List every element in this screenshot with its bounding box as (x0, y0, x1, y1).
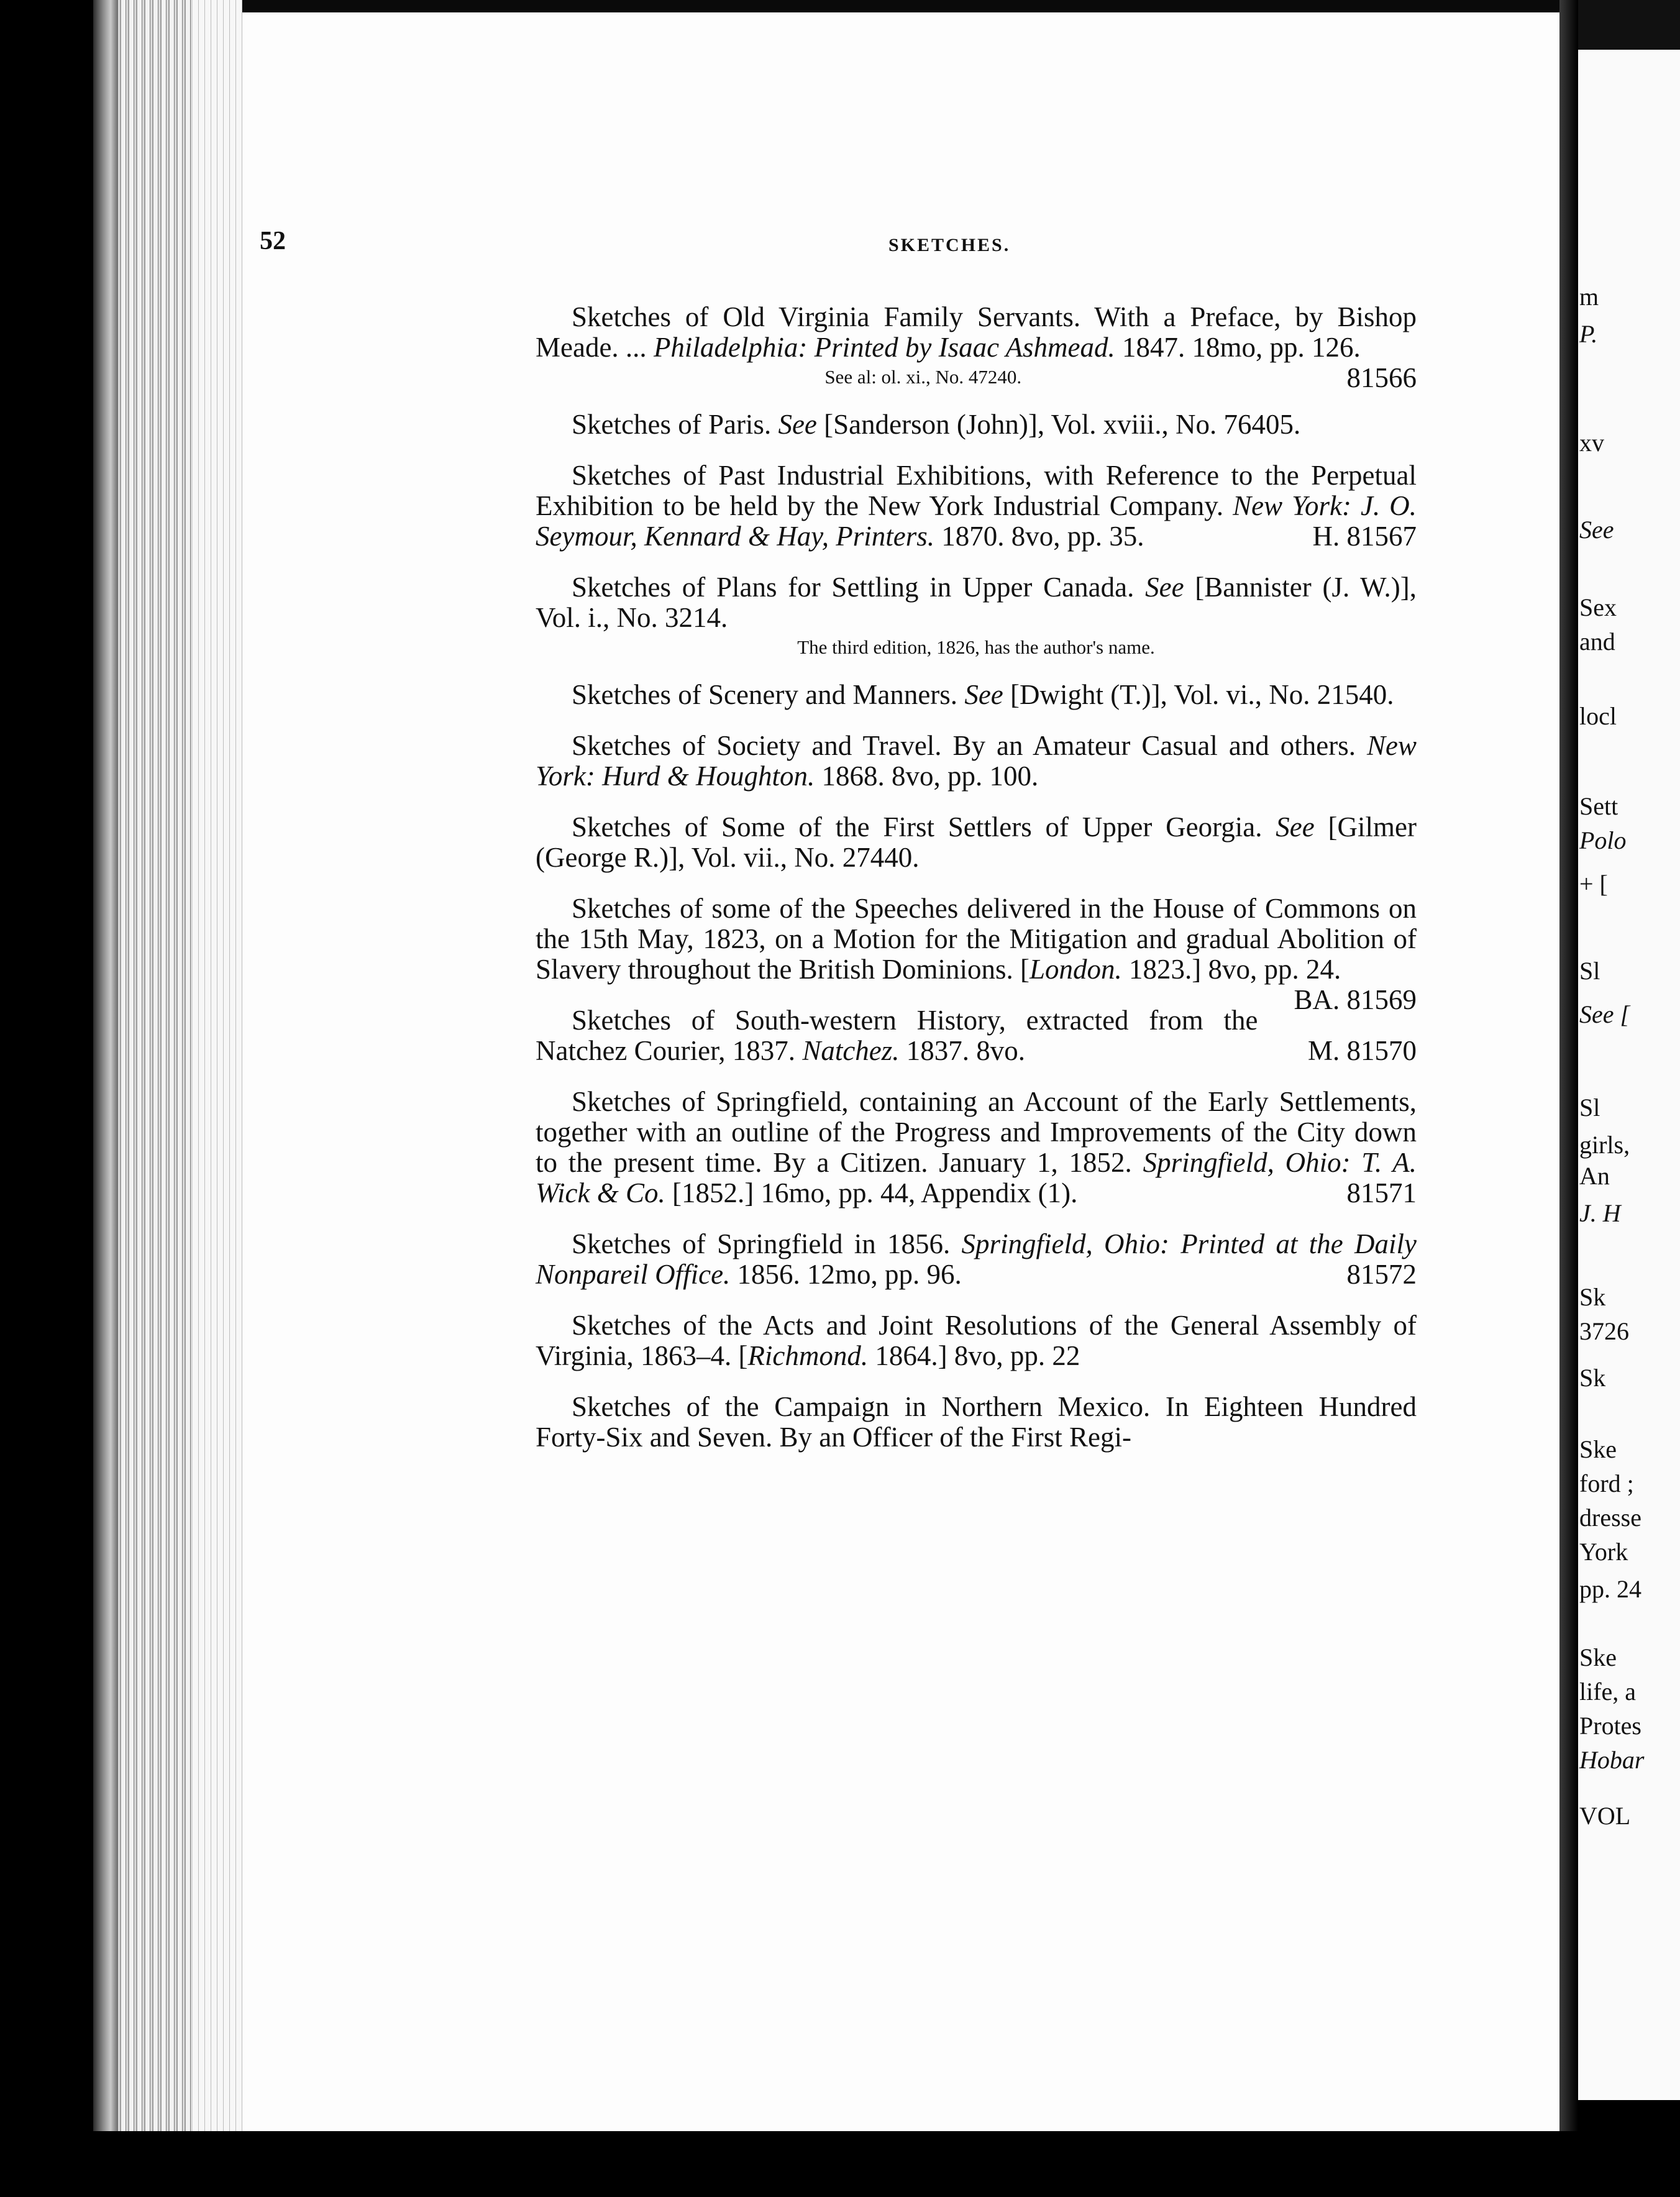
page-stack-edge (118, 0, 193, 2197)
right-page-fragment: Ske (1579, 1435, 1617, 1463)
running-head: SKETCHES. (888, 235, 1011, 255)
catalog-entry (536, 680, 1417, 710)
entry-imprint: London. (1029, 954, 1122, 985)
catalog-entry (536, 1310, 1417, 1371)
entry-tail: [Dwight (T.)], Vol. vi., No. 21540. (1003, 679, 1394, 710)
right-page-fragment: xv (1579, 429, 1604, 457)
catalog-entry (536, 1392, 1417, 1453)
entry-text: Sketches of Scenery and Manners. (572, 679, 965, 710)
catalog-entry (536, 572, 1417, 659)
entry-text (536, 572, 1417, 633)
right-page-fragment: girls, (1579, 1131, 1630, 1159)
entry-text: Sketches of Plans for Settling in Upper Canada. (572, 572, 1146, 603)
entry-number: M. 81570 (1307, 1035, 1417, 1066)
right-page-fragment: Hobar (1579, 1746, 1645, 1774)
entry-text (536, 893, 1417, 1015)
entry-see: See (1145, 572, 1184, 603)
entry-tail: [Sanderson (John)], Vol. xviii., No. 76405. (816, 409, 1301, 440)
entry-imprint: New York: Hurd & Houghton. (536, 730, 1417, 792)
catalog-entry (536, 893, 1417, 1015)
entry-see: See (964, 679, 1003, 710)
right-page-fragment: + [ (1579, 870, 1608, 898)
entry-text (536, 812, 1417, 873)
entry-tail: [1852.] 16mo, pp. 44, Appendix (1). (665, 1177, 1078, 1208)
entry-text: Sketches of South-western History, extracted from the Natchez Courier, 1837. (536, 1005, 1258, 1066)
right-page-fragment: 3726 (1579, 1317, 1629, 1345)
entry-text (536, 1229, 1417, 1290)
entry-tail: 1856. 12mo, pp. 96. (730, 1259, 962, 1290)
entry-see: See (778, 409, 817, 440)
entry-text (536, 1392, 1417, 1453)
entry-text: Sketches of Society and Travel. By an Amateur Casual and others. (572, 730, 1367, 761)
entry-imprint: Philadelphia: Printed by Isaac Ashmead. (653, 332, 1115, 363)
right-page-fragment: Polo (1579, 826, 1627, 854)
right-page-fragment: Sex (1579, 593, 1617, 621)
entry-text (536, 1310, 1417, 1371)
entry-text (536, 1087, 1417, 1208)
right-page-fragment: Sett (1579, 792, 1618, 820)
entry-number: 81566 (1346, 362, 1417, 393)
entry-note: See al: ol. xi., No. 47240. (824, 366, 1022, 388)
entry-text: Sketches of the Acts and Joint Resolutions of the General Assembly of Virginia, 1863–4. [ (536, 1310, 1417, 1371)
entry-tail: 1823.] 8vo, pp. 24. (1121, 954, 1341, 985)
right-page-fragment: Sk (1579, 1364, 1606, 1392)
book-bottom-shadow (93, 2131, 1597, 2197)
entry-imprint: Springfield, Ohio: T. A. Wick & Co. (536, 1147, 1417, 1208)
entry-imprint: Richmond. (747, 1340, 869, 1371)
catalog-entry (536, 1229, 1417, 1290)
catalog-entry (536, 460, 1417, 552)
entry-text: Sketches of the Campaign in Northern Mexico. In Eighteen Hundred Forty-Six and Seven. By an Officer of the First Regi- (536, 1391, 1417, 1453)
entry-text: Sketches of Paris. (572, 409, 778, 440)
right-page-fragment: Protes (1579, 1712, 1641, 1740)
right-page-fragment: Ske (1579, 1643, 1617, 1671)
right-page-fragment: P. (1579, 320, 1598, 348)
entry-tail: 1870. 8vo, pp. 35. (934, 521, 1144, 552)
page-stack-inner (193, 0, 242, 2197)
catalog-entry (536, 301, 1417, 393)
catalog-entry (536, 409, 1417, 440)
right-page-fragment: life, a (1579, 1678, 1637, 1706)
entry-tail: 1868. 8vo, pp. 100. (815, 760, 1039, 792)
entry-tail: [Gilmer (George R.)], Vol. vii., No. 27440. (536, 811, 1417, 873)
entry-text (536, 460, 1417, 552)
entry-tail: 1864.] 8vo, pp. 22 (868, 1340, 1080, 1371)
right-page-fragment: Sl (1579, 1094, 1600, 1121)
catalog-entry (536, 812, 1417, 873)
right-page-fragment: locl (1579, 702, 1617, 730)
entry-imprint: Natchez. (802, 1035, 900, 1066)
right-page-fragment: m (1579, 283, 1599, 311)
entry-text: Sketches of Springfield in 1856. (572, 1228, 962, 1259)
catalog-entry (536, 1087, 1417, 1208)
bibliography-column (536, 302, 1417, 1473)
entry-tail: [Bannister (J. W.)], Vol. i., No. 3214. (536, 572, 1417, 633)
right-page-fragment: pp. 24 (1579, 1575, 1641, 1603)
entry-number: BA. 81569 (1294, 984, 1417, 1015)
book-gutter (1559, 0, 1578, 2197)
entry-tail: 1837. 8vo. (899, 1035, 1026, 1066)
right-page-fragment: dresse (1579, 1504, 1641, 1532)
entry-text (536, 409, 1417, 440)
entry-note: The third edition, 1826, has the author's name. (797, 636, 1155, 658)
right-page-fragment: See [ (1579, 1000, 1630, 1028)
page-number: 52 (260, 227, 286, 255)
right-page-fragment: J. H (1579, 1199, 1621, 1227)
right-page-fragment: Sk (1579, 1283, 1606, 1311)
entry-text (536, 731, 1417, 792)
book-spine-edge (93, 0, 118, 2197)
entry-imprint: Springfield, Ohio: Printed at the Daily Nonpareil Office. (536, 1228, 1417, 1290)
entry-text: Sketches of some of the Speeches delivered in the House of Commons on the 15th May, 1823, on a Motion for the Mitigation and gradual Abolition of Slavery throughout the British Dominions. [ (536, 893, 1417, 985)
right-page-fragment: VOL (1579, 1802, 1631, 1830)
entry-text (536, 680, 1417, 710)
right-page-fragment: An (1579, 1162, 1610, 1190)
right-page-fragment: and (1579, 628, 1615, 655)
right-page-fragment: ford ; (1579, 1469, 1634, 1497)
entry-number: H. 81567 (1312, 521, 1417, 552)
entry-text: Sketches of Springfield, containing an Account of the Early Settlements, together with an outline of the Progress and Improvements of the City down to the present time. By a Citizen. January 1, 1852. (536, 1086, 1417, 1178)
right-page (1578, 50, 1680, 2100)
right-page-fragment: Sl (1579, 957, 1600, 985)
entry-see: See (1276, 811, 1315, 843)
entry-imprint: New York: J. O. Seymour, Kennard & Hay, Printers. (536, 490, 1417, 552)
book-top-shadow (93, 0, 1572, 14)
entry-text: Sketches of Some of the First Settlers of Upper Georgia. (572, 811, 1276, 843)
catalog-entry (536, 731, 1417, 792)
right-page-fragment: See (1579, 516, 1614, 544)
right-page-fragment: York (1579, 1538, 1628, 1566)
right-page-top (1578, 0, 1680, 50)
entry-text: Sketches of Old Virginia Family Servants. With a Preface, by Bishop Meade. ... (536, 301, 1417, 363)
entry-tail: 1847. 18mo, pp. 126. (1115, 332, 1361, 363)
entry-text: Sketches of Past Industrial Exhibitions, with Reference to the Perpetual Exhibition to be held by the New York Industrial Company. (536, 460, 1417, 521)
entry-number: 81572 (1346, 1259, 1417, 1290)
entry-number: 81571 (1346, 1177, 1417, 1208)
